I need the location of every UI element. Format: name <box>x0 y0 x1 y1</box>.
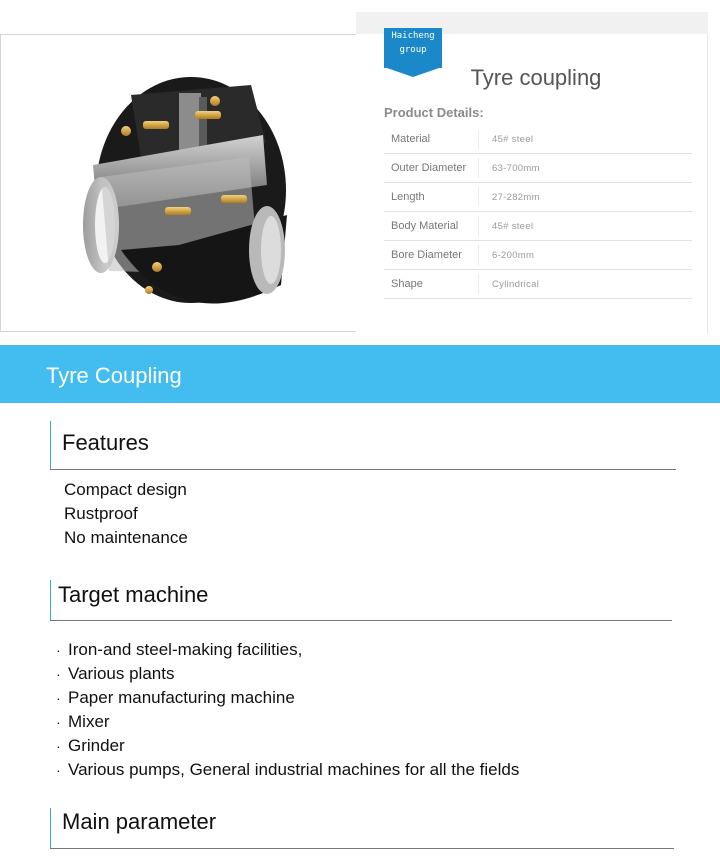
list-item-text: Various pumps, General industrial machines for all the fields <box>68 760 520 779</box>
list-item: Compact design <box>64 480 187 499</box>
spec-table <box>384 125 692 299</box>
accent-bar <box>50 580 51 620</box>
features-list <box>64 478 188 550</box>
bullet: · <box>56 642 61 658</box>
section-title: Main parameter <box>62 809 217 834</box>
product-image <box>0 34 362 332</box>
list-item <box>56 710 519 734</box>
brand-ribbon <box>384 28 442 68</box>
list-item-text: Iron-and steel-making facilities, <box>68 640 303 659</box>
list-item <box>56 734 519 758</box>
brand-ribbon-line-1: Haicheng <box>391 31 435 41</box>
list-item-text: Grinder <box>68 736 125 755</box>
spec-row-shape <box>384 270 692 299</box>
list-item <box>56 638 519 662</box>
spec-label: Material <box>391 133 431 145</box>
bullet: · <box>56 714 61 730</box>
spec-value: 63-700mm <box>492 163 540 174</box>
spec-row-body-material <box>384 212 692 241</box>
spec-label: Length <box>391 191 425 203</box>
spec-label: Shape <box>391 278 423 290</box>
list-item-text: Mixer <box>68 712 110 731</box>
spec-divider <box>478 245 479 265</box>
product-title: Tyre coupling <box>470 65 602 90</box>
banner-title: Tyre Coupling <box>46 363 182 388</box>
bullet: · <box>56 690 61 706</box>
section-title: Target machine <box>58 582 209 607</box>
section-rule <box>50 469 676 470</box>
spec-row-outer-diameter <box>384 154 692 183</box>
brand-ribbon-line-2: group <box>399 45 427 55</box>
section-rule <box>50 848 674 849</box>
spec-divider <box>478 187 479 207</box>
spec-panel-border <box>707 34 708 334</box>
spec-divider <box>478 129 479 149</box>
section-banner <box>0 345 720 403</box>
target-machine-heading <box>50 580 676 622</box>
spec-value: 6-200mm <box>492 250 535 261</box>
spec-label: Bore Diameter <box>391 249 462 261</box>
spec-label: Body Material <box>391 220 459 232</box>
list-item <box>56 686 519 710</box>
brand-ribbon-tail <box>384 67 442 77</box>
bullet: · <box>56 738 61 754</box>
spec-row-bore-diameter <box>384 241 692 270</box>
spec-row-length <box>384 183 692 212</box>
list-item: Rustproof <box>64 504 138 523</box>
spec-label: Outer Diameter <box>391 162 467 174</box>
list-item: No maintenance <box>64 528 188 547</box>
list-item <box>56 662 519 686</box>
target-machine-list <box>56 638 519 782</box>
tyre-coupling-illustration <box>1 35 362 332</box>
features-heading <box>50 421 680 471</box>
spec-divider <box>478 216 479 236</box>
accent-bar <box>50 421 51 469</box>
spec-divider <box>478 274 479 294</box>
spec-value: 45# steel <box>492 221 534 232</box>
list-item-text: Paper manufacturing machine <box>68 688 295 707</box>
product-details-heading: Product Details: <box>384 105 484 120</box>
spec-row-material <box>384 125 692 154</box>
accent-bar <box>50 808 51 848</box>
list-item-text: Various plants <box>68 664 175 683</box>
spec-divider <box>478 158 479 178</box>
spec-value: 27-282mm <box>492 192 540 203</box>
list-item <box>56 758 519 782</box>
bullet: · <box>56 666 61 682</box>
spec-value: 45# steel <box>492 134 534 145</box>
main-parameter-heading <box>50 808 680 852</box>
bullet: · <box>56 762 61 778</box>
spec-value: Cylindrical <box>492 279 540 290</box>
product-spec-panel <box>356 12 708 334</box>
section-rule <box>50 620 672 621</box>
section-title: Features <box>62 430 149 455</box>
